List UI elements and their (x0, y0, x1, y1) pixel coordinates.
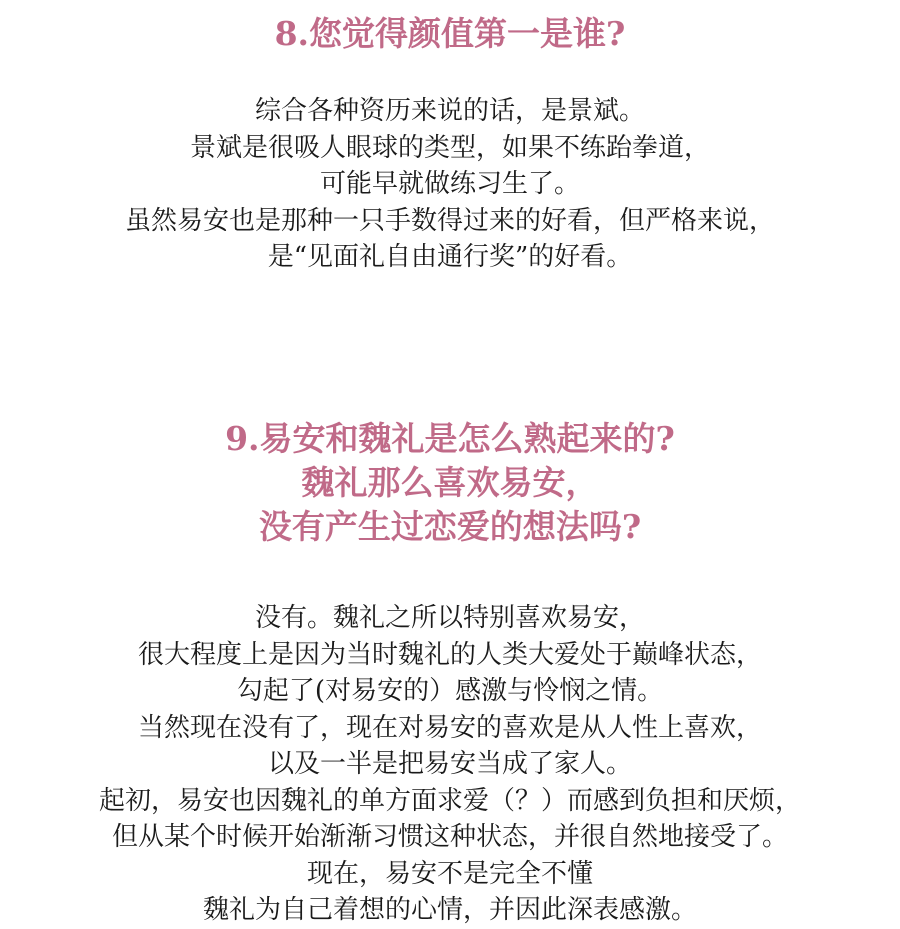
answer-9-line-3: 勾起了(对易安的）感激与怜悯之情。 (236, 676, 664, 706)
answer-8-line-1: 综合各种资历来说的话，是景斌。 (254, 96, 645, 126)
answer-9-line-6: 起初，易安也因魏礼的单方面求爱（？）而感到负担和厌烦， (98, 785, 801, 816)
question-8-title-line: 8.您觉得颜值第一是谁? (274, 14, 626, 53)
answer-9-line-2: 很大程度上是因为当时魏礼的人类大爱处于巅峰状态， (137, 639, 762, 670)
answer-9-line-8: 现在，易安不是完全不懂 (306, 858, 593, 889)
answer-9-line-7: 但从某个时候开始渐渐习惯这种状态，并很自然地接受了。 (111, 822, 788, 852)
question-9-title-line-2: 魏礼那么喜欢易安， (301, 463, 599, 502)
answer-8-line-2: 景斌是很吸人眼球的类型，如果不练跆拳道， (189, 132, 710, 163)
question-9-title (0, 417, 900, 549)
question-8-answer (0, 93, 900, 276)
question-9-title-line-3: 没有产生过恋爱的想法吗? (258, 507, 642, 546)
answer-8-line-4: 虽然易安也是那种一只手数得过来的好看，但严格来说， (124, 205, 775, 236)
question-9-answer (0, 600, 900, 929)
answer-8-line-3: 可能早就做练习生了。 (319, 169, 580, 199)
question-8-title (0, 12, 900, 56)
question-9-title-line-1: 9.易安和魏礼是怎么熟起来的? (225, 419, 675, 458)
answer-8-line-5: 是“见面礼自由通行奖”的好看。 (267, 242, 633, 272)
answer-9-line-9: 魏礼为自己着想的心情，并因此深表感激。 (202, 895, 697, 925)
answer-9-line-5: 以及一半是把易安当成了家人。 (267, 749, 632, 779)
answer-9-line-1: 没有。魏礼之所以特别喜欢易安， (254, 603, 645, 633)
answer-9-line-4: 当然现在没有了，现在对易安的喜欢是从人性上喜欢， (137, 712, 762, 743)
